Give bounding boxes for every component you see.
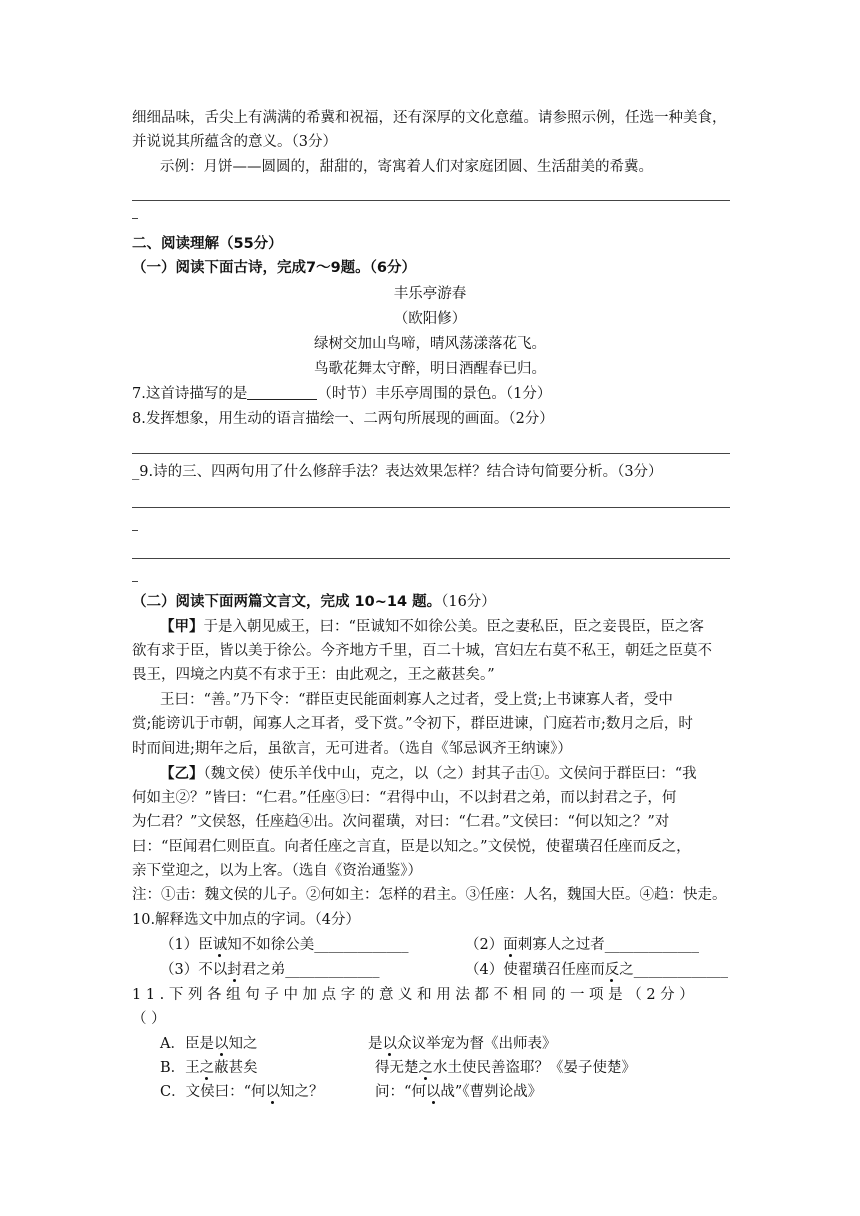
poem-line-1: 绿树交加山鸟啼，晴风荡漾落花飞。 [314, 336, 546, 352]
question-7: 7.这首诗描写的是 （时节）丰乐亭周围的景色。（1分） [132, 386, 552, 402]
dotted-char: 诚 [212, 937, 228, 953]
dotted-char: 之 [418, 1060, 433, 1076]
poem-author: （欧阳修） [393, 311, 467, 327]
part-1-title: （一）阅读下面古诗，完成7～9题。（6分） [132, 260, 417, 276]
jia-line-2: 欲有求于臣，皆以美于徐公。今齐地方千里，百二十城，宫妇左右莫不私王，朝廷之臣莫不 [132, 643, 712, 659]
answer-line-tail [132, 581, 138, 582]
intro-example: 示例：月饼——圆圆的，甜甜的，寄寓着人们对家庭团圆、生活甜美的希冀。 [160, 159, 653, 175]
question-11: 11.下列各组句子中加点字的意义和用法都不相同的一项是（2分） [132, 987, 699, 1003]
part-2-title: （二）阅读下面两篇文言文，完成 10~14 题。（16分） [132, 594, 496, 610]
yi-line-1: 【乙】（魏文侯）使乐羊伐中山，克之，以（之）封其子击①。文侯问于群臣曰：“我 [160, 766, 697, 782]
question-9: _9.诗的三、四两句用了什么修辞手法？表达效果怎样？结合诗句简要分析。（3分） [132, 464, 663, 480]
q11-option-b-right: 得无楚之水土使民善盗耶？《晏子使楚》 [375, 1060, 636, 1076]
answer-line [132, 453, 730, 454]
q10-item-4: （4）使翟璜召任座而反之_____________ [465, 962, 728, 978]
q10-item-2: （2）面刺寡人之过者_____________ [465, 937, 699, 953]
yi-line-4: 曰：“臣闻君仁则臣直。向者任座之言直，臣是以知之。”文侯悦，使翟璜召任座而反之， [132, 839, 691, 855]
poem-title: 丰乐亭游春 [393, 286, 467, 302]
jia-line-6: 时而间进;期年之后，虽欲言，无可进者。（选自《邹忌讽齐王纳谏》） [132, 741, 572, 757]
answer-line-tail [132, 530, 138, 531]
q11-option-b-left: B．王之蔽甚矣 [160, 1060, 258, 1076]
answer-blank[interactable]: _____________ [604, 937, 699, 953]
yi-line-2: 何如主②？”皆曰：“仁君。”任座③曰：“君得中山，不以封君之弟，而以封君之子，何 [132, 790, 677, 806]
jia-line-3: 畏王，四境之内莫不有求于王：由此观之，王之蔽甚矣。” [132, 667, 495, 683]
yi-line-5: 亲下堂迎之，以为上客。（选自《资治通鉴》） [132, 863, 422, 879]
jia-line-5: 赏;能谤讥于市朝，闻寡人之耳者，受下赏。”令初下，群臣进谏，门庭若市;数月之后，时 [132, 716, 693, 732]
intro-line-2: 并说说其所蕴含的意义。（3分） [132, 134, 337, 150]
answer-line [132, 507, 730, 508]
dotted-char: 封 [227, 962, 242, 978]
question-8: 8.发挥想象，用生动的语言描绘一、二两句所展现的画面。（2分） [132, 411, 554, 427]
section-2-title: 二、阅读理解（55分） [132, 236, 283, 252]
answer-blank[interactable] [247, 385, 317, 400]
dotted-char: 面 [503, 937, 518, 953]
jia-line-4: 王曰：“善。”乃下令：“群臣吏民能面刺寡人之过者，受上赏;上书谏寡人者，受中 [160, 692, 673, 708]
footnote: 注：①击：魏文侯的儿子。②何如主：怎样的君主。③任座：人名，魏国大臣。④趋：快走。 [132, 887, 727, 903]
answer-line-tail [132, 218, 138, 219]
q11-option-c-right: 问：“何以战”《曹刿论战》 [375, 1084, 543, 1100]
q11-option-c-left: C．文侯曰：“何以知之？ [160, 1084, 324, 1100]
answer-blank[interactable]: _____________ [314, 937, 409, 953]
dotted-char: 以 [425, 1084, 441, 1100]
q10-item-1: （1）臣诚知不如徐公美_____________ [160, 937, 409, 953]
dotted-char: 以 [213, 1036, 229, 1052]
poem-line-2: 鸟歌花舞太守醉，明日酒醒春已归。 [314, 361, 546, 377]
q11-answer-paren[interactable]: （ ） [132, 1011, 166, 1027]
dotted-char: 反 [604, 962, 620, 978]
q11-option-a-left: A．臣是以知之 [160, 1036, 258, 1052]
answer-line [132, 200, 730, 201]
answer-blank[interactable]: _____________ [633, 962, 728, 978]
answer-blank[interactable]: _____________ [285, 962, 380, 978]
dotted-char: 以 [265, 1084, 281, 1100]
question-10: 10.解释选文中加点的字词。（4分） [132, 912, 361, 928]
yi-line-3: 为仁君？”文侯怒，任座趋④出。次问翟璜，对曰：“仁君。”文侯曰：“何以知之？”对 [132, 814, 670, 830]
dotted-char: 以 [382, 1036, 397, 1052]
intro-line-1: 细细品味，舌尖上有满满的希冀和祝福，还有深厚的文化意蕴。请参照示例，任选一种美食， [132, 110, 727, 126]
jia-line-1: 【甲】于是入朝见威王，曰：“臣诚知不如徐公美。臣之妻私臣，臣之妾畏臣，臣之客 [160, 619, 704, 635]
dotted-char: 之 [199, 1060, 215, 1076]
answer-line [132, 558, 730, 559]
q10-item-3: （3）不以封君之弟_____________ [160, 962, 380, 978]
q11-option-a-right: 是以众议举宠为督《出师表》 [368, 1036, 557, 1052]
